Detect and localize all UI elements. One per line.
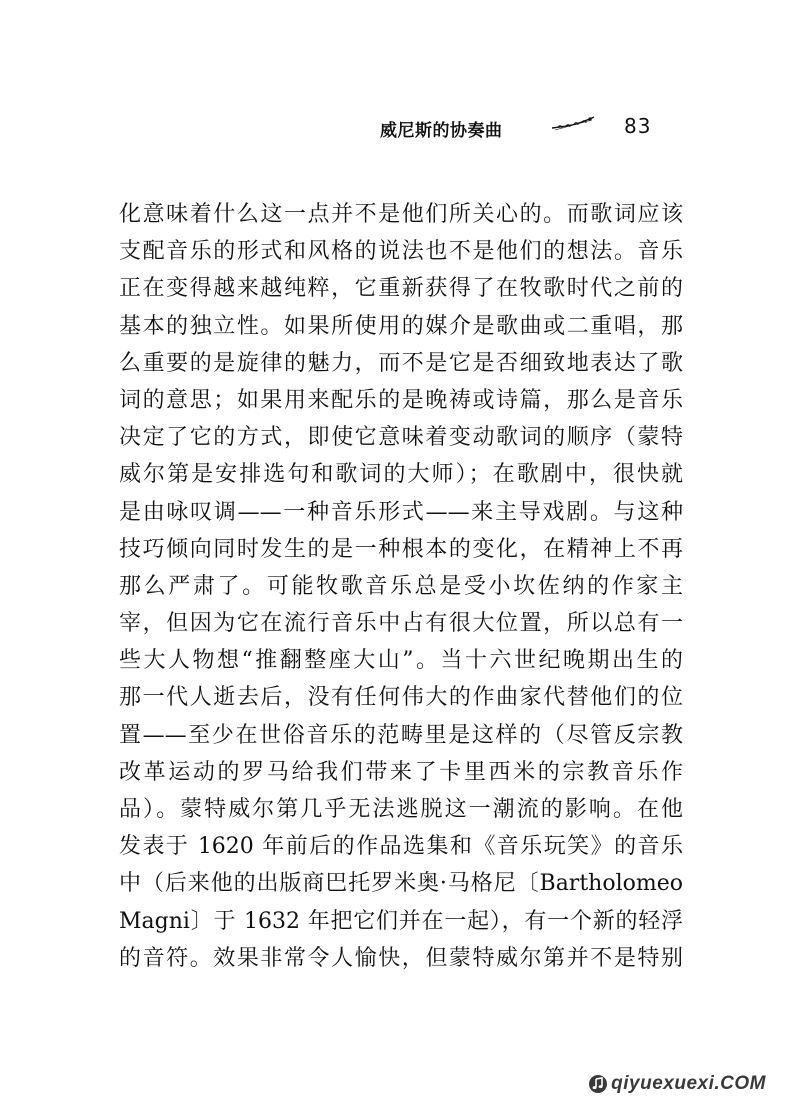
text-line: 威尔第是安排选句和歌词的大师）；在歌剧中，很快就 xyxy=(119,462,683,488)
music-note-logo-icon xyxy=(588,1074,608,1094)
text-line: 些大人物想“推翻整座大山”。当十六世纪晚期出生的 xyxy=(119,648,683,674)
running-title: 威尼斯的协奏曲 xyxy=(380,121,503,141)
running-head xyxy=(380,112,680,142)
page-number: 83 xyxy=(624,114,652,138)
text-line: 宰，但因为它在流行音乐中占有很大位置，所以总有一 xyxy=(119,611,683,637)
text-line: 词的意思；如果用来配乐的是晚祷或诗篇，那么是音乐 xyxy=(119,387,683,413)
text-line: 中（后来他的出版商巴托罗米奥·马格尼〔Bartholomeo xyxy=(119,871,683,897)
text-line: 那一代人逝去后，没有任何伟大的作曲家代替他们的位 xyxy=(119,685,683,711)
text-line: 基本的独立性。如果所使用的媒介是歌曲或二重唱，那 xyxy=(119,313,683,339)
watermark-text: qiyuexuexi.COM xyxy=(611,1073,766,1094)
text-line: Magni〕于 1632 年把它们并在一起），有一个新的轻浮 xyxy=(119,908,683,934)
text-line: 置——至少在世俗音乐的范畴里是这样的（尽管反宗教 xyxy=(119,722,683,748)
text-line: 的音符。效果非常令人愉快，但蒙特威尔第并不是特别 xyxy=(119,945,683,971)
text-line: 品）。蒙特威尔第几乎无法逃脱这一潮流的影响。在他 xyxy=(119,797,683,822)
decorative-flourish-icon xyxy=(550,114,596,134)
text-line: 技巧倾向同时发生的是一种根本的变化，在精神上不再 xyxy=(119,536,683,562)
text-line: 发表于 1620 年前后的作品选集和《音乐玩笑》的音乐 xyxy=(119,834,683,860)
text-line: 么重要的是旋律的魅力，而不是它是否细致地表达了歌 xyxy=(119,350,683,376)
text-line: 改革运动的罗马给我们带来了卡里西米的宗教音乐作 xyxy=(119,759,683,785)
text-line: 支配音乐的形式和风格的说法也不是他们的想法。音乐 xyxy=(119,239,683,265)
text-line: 正在变得越来越纯粹，它重新获得了在牧歌时代之前的 xyxy=(119,276,683,302)
body-paragraph xyxy=(119,196,683,977)
text-line: 是由咏叹调——一种音乐形式——来主导戏剧。与这种 xyxy=(119,499,683,525)
text-line: 决定了它的方式，即使它意味着变动歌词的顺序（蒙特 xyxy=(119,425,683,451)
watermark xyxy=(588,1070,766,1098)
text-line: 化意味着什么这一点并不是他们所关心的。而歌词应该 xyxy=(119,202,683,227)
text-line: 那么严肃了。可能牧歌音乐总是受小坎佐纳的作家主 xyxy=(119,573,683,599)
